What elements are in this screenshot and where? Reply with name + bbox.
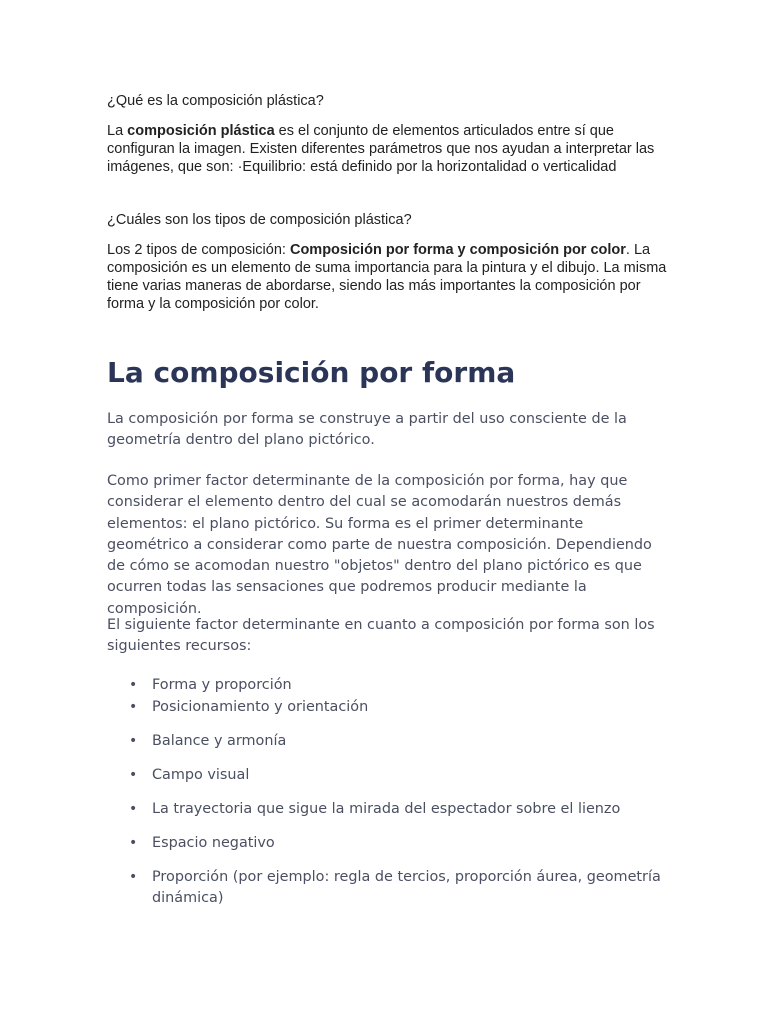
bullet-icon: •: [129, 835, 138, 851]
question-heading-1: ¿Qué es la composición plástica?: [107, 93, 324, 109]
list-item-text: Posicionamiento y orientación: [152, 699, 369, 715]
bullet-icon: •: [129, 869, 138, 885]
article-paragraph-1: La composición por forma se construye a partir del uso consciente de la geometría dentro del plano pictórico.: [107, 411, 627, 449]
list-item-text: La trayectoria que sigue la mirada del espectador sobre el lienzo: [152, 801, 621, 817]
answer-1-text-end: es el conjunto de elementos articulados entre sí que configuran la imagen. Existen diferentes parámetros que nos ayudan a interpretar las imágenes, que son: ·Equilibrio: está definido por la horizontalidad o verticalidad: [107, 123, 655, 175]
bullet-icon: •: [129, 699, 138, 715]
article-paragraph-3: El siguiente factor determinante en cuanto a composición por forma son los siguientes recursos:: [107, 617, 655, 655]
bullet-icon: •: [129, 767, 138, 783]
bullet-icon: •: [129, 733, 138, 749]
answer-2-text-start: Los 2 tipos de composición:: [107, 242, 290, 258]
article-heading: La composición por forma: [107, 356, 516, 389]
answer-paragraph-1: [107, 122, 667, 176]
question-heading-2: ¿Cuáles son los tipos de composición plástica?: [107, 212, 412, 228]
answer-1-bold-term: composición plástica: [127, 123, 275, 139]
answer-2-bold-term: Composición por forma y composición por color: [289, 242, 626, 258]
list-item-text: Campo visual: [152, 767, 250, 783]
answer-1-text-start: La: [107, 123, 128, 139]
list-item-text: Balance y armonía: [152, 733, 287, 749]
list-item-text: Proporción (por ejemplo: regla de tercios, proporción áurea, geometría dinámica): [152, 869, 661, 907]
list-item-text: Espacio negativo: [152, 835, 275, 851]
bullet-icon: •: [129, 677, 138, 693]
bullet-icon: •: [129, 801, 138, 817]
article-paragraph-2: Como primer factor determinante de la composición por forma, hay que considerar el elemento dentro del cual se acomodarán nuestros demás elementos: el plano pictórico. Su forma es el primer determinante geométrico a considerar como parte de nuestra composición. Dependiendo de cómo se acomodan nuestro "objetos" dentro del plano pictórico es que ocurren todas las sensaciones que podremos producir mediante la composición.: [107, 473, 652, 617]
answer-2-text-end: . La composición es un elemento de suma importancia para la pintura y el dibujo. La misma tiene varias maneras de abordarse, siendo las más importantes la composición por forma y la composición por color.: [107, 242, 667, 312]
answer-paragraph-2: [107, 241, 667, 313]
list-item-text: Forma y proporción: [152, 677, 292, 693]
